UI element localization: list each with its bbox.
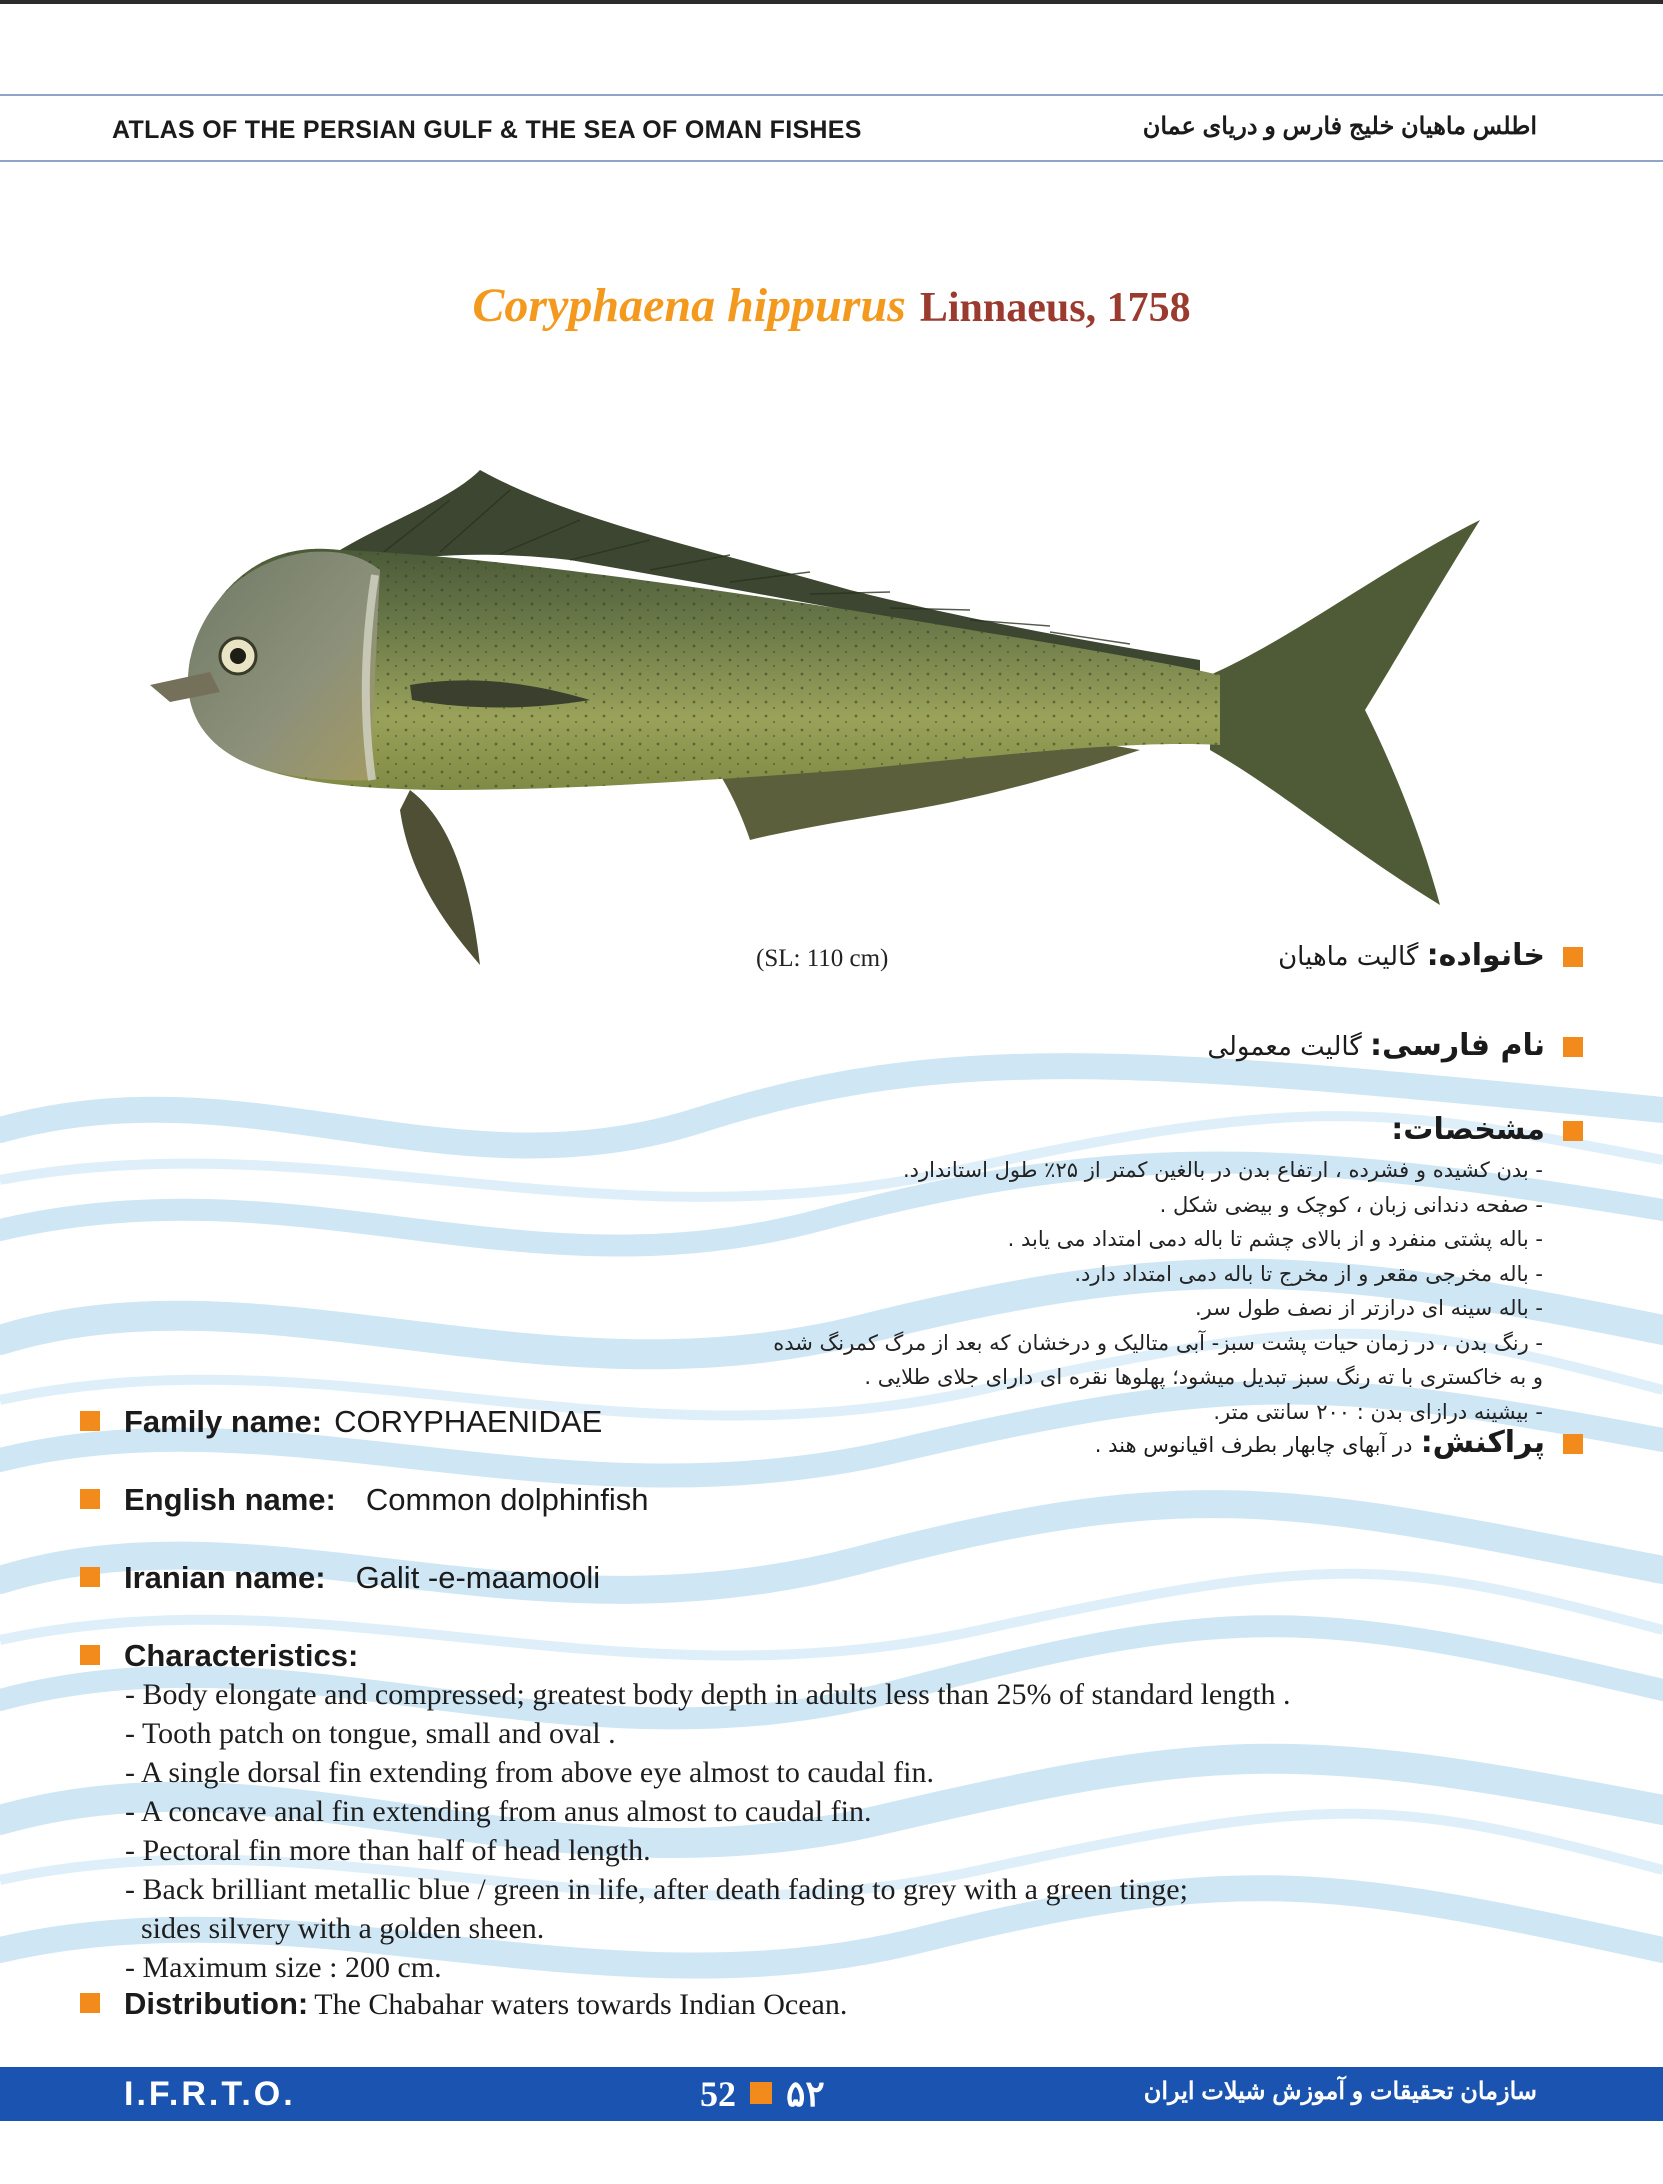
fa-name-row bbox=[1207, 1028, 1583, 1063]
bullet-square bbox=[1563, 947, 1583, 967]
species-authority: Linnaeus, 1758 bbox=[919, 285, 1191, 331]
en-characteristic-item: - Back brilliant metallic blue / green in life, after death fading to grey with a green tinge; bbox=[125, 1873, 1188, 1906]
top-border bbox=[0, 0, 1663, 4]
page-number-fa: ۵۲ bbox=[786, 2074, 825, 2114]
page-number bbox=[700, 2073, 825, 2115]
fa-family-row bbox=[1278, 938, 1583, 973]
en-characteristic-item: - Pectoral fin more than half of head length. bbox=[125, 1834, 651, 1867]
fa-family-label: خانواده: bbox=[1426, 938, 1545, 973]
bullet-square bbox=[1563, 1121, 1583, 1141]
header-title-en: ATLAS OF THE PERSIAN GULF & THE SEA OF OMAN FISHES bbox=[112, 116, 862, 144]
en-characteristics-list bbox=[125, 1675, 1291, 1987]
bullet-square bbox=[750, 2082, 772, 2104]
en-characteristic-item: - A single dorsal fin extending from above eye almost to caudal fin. bbox=[125, 1756, 934, 1789]
en-family-row bbox=[80, 1404, 602, 1440]
fa-characteristic-item: - باله مخرجی مقعر و از مخرج تا باله دمی امتداد دارد. bbox=[1074, 1261, 1543, 1286]
fa-family-value: گالیت ماهیان bbox=[1278, 942, 1419, 972]
en-distribution-label: Distribution: bbox=[124, 1986, 309, 2021]
fa-characteristic-item: - بیشینه درازای بدن : ۲۰۰ سانتی متر. bbox=[1213, 1399, 1543, 1424]
en-family-value: CORYPHAENIDAE bbox=[334, 1404, 603, 1439]
bullet-square bbox=[80, 1411, 100, 1431]
size-caption: (SL: 110 cm) bbox=[756, 945, 889, 972]
header-rule-bottom bbox=[0, 160, 1663, 162]
en-english-name-row bbox=[80, 1482, 648, 1518]
fa-characteristic-item: - صفحه دندانی زبان ، کوچک و بیضی شکل . bbox=[1159, 1192, 1543, 1217]
fa-characteristic-item: و به خاکستری با ته رنگ سبز تبدیل میشود؛ پهلوها نقره ای دارای جلای طلایی . bbox=[864, 1365, 1543, 1389]
en-characteristic-item: - Maximum size : 200 cm. bbox=[125, 1951, 442, 1984]
fa-characteristic-item: - بدن کشیده و فشرده ، ارتفاع بدن در بالغین کمتر از ۲۵٪ طول استاندارد. bbox=[902, 1158, 1543, 1182]
footer-org-abbrev: I.F.R.T.O. bbox=[124, 2075, 296, 2113]
en-characteristics-row bbox=[80, 1638, 358, 1674]
fa-distribution-value: در آبهای چابهار بطرف اقیانوس هند . bbox=[1094, 1433, 1413, 1457]
fa-characteristic-item: - باله سینه ای درازتر از نصف طول سر. bbox=[1194, 1296, 1543, 1320]
fa-name-value: گالیت معمولی bbox=[1207, 1032, 1362, 1062]
en-distribution-value: The Chabahar waters towards Indian Ocean. bbox=[314, 1988, 848, 2021]
bullet-square bbox=[80, 1993, 100, 2013]
en-characteristics-label: Characteristics: bbox=[124, 1638, 359, 1673]
en-family-label: Family name: bbox=[124, 1404, 323, 1439]
bullet-square bbox=[1563, 1434, 1583, 1454]
en-characteristic-item: sides silvery with a golden sheen. bbox=[141, 1912, 545, 1945]
en-iranian-name-value: Galit -e-maamooli bbox=[355, 1560, 601, 1595]
en-english-name-label: English name: bbox=[124, 1482, 336, 1517]
en-characteristic-item: - Body elongate and compressed; greatest body depth in adults less than 25% of standard length . bbox=[125, 1678, 1291, 1711]
fa-characteristics-label: مشخصات: bbox=[1391, 1112, 1545, 1147]
fa-characteristics-list bbox=[773, 1153, 1543, 1429]
bullet-square bbox=[80, 1645, 100, 1665]
bullet-square bbox=[80, 1489, 100, 1509]
fa-distribution-row bbox=[1095, 1425, 1583, 1460]
footer-bar bbox=[0, 2067, 1663, 2121]
fa-characteristic-item: - رنگ بدن ، در زمان حیات پشت سبز- آبی متالیک و درخشان که بعد از مرگ کمرنگ شده bbox=[773, 1330, 1543, 1355]
page-number-en: 52 bbox=[700, 2074, 736, 2114]
en-iranian-name-label: Iranian name: bbox=[124, 1560, 326, 1595]
footer-org-name-fa: سازمان تحقیقات و آموزش شیلات ایران bbox=[1143, 2078, 1537, 2105]
dolphinfish-illustration bbox=[150, 460, 1530, 970]
scientific-name: Coryphaena hippurus bbox=[472, 279, 906, 332]
fa-name-label: نام فارسی: bbox=[1370, 1028, 1545, 1063]
en-characteristic-item: - Tooth patch on tongue, small and oval . bbox=[125, 1717, 616, 1750]
header-title-fa: اطلس ماهیان خلیج فارس و دریای عمان bbox=[1142, 113, 1537, 140]
en-characteristic-item: - A concave anal fin extending from anus almost to caudal fin. bbox=[125, 1795, 872, 1828]
en-iranian-name-row bbox=[80, 1560, 600, 1596]
en-english-name-value: Common dolphinfish bbox=[365, 1482, 649, 1517]
header-rule-top bbox=[0, 94, 1663, 96]
fa-characteristic-item: - باله پشتی منفرد و از بالای چشم تا باله دمی امتداد می یابد . bbox=[1007, 1227, 1543, 1251]
bullet-square bbox=[80, 1567, 100, 1587]
fa-characteristics-row bbox=[1391, 1112, 1583, 1147]
fa-distribution-label: پراکنش: bbox=[1420, 1425, 1545, 1460]
en-distribution-row bbox=[80, 1986, 847, 2022]
species-title bbox=[0, 278, 1663, 333]
bullet-square bbox=[1563, 1037, 1583, 1057]
